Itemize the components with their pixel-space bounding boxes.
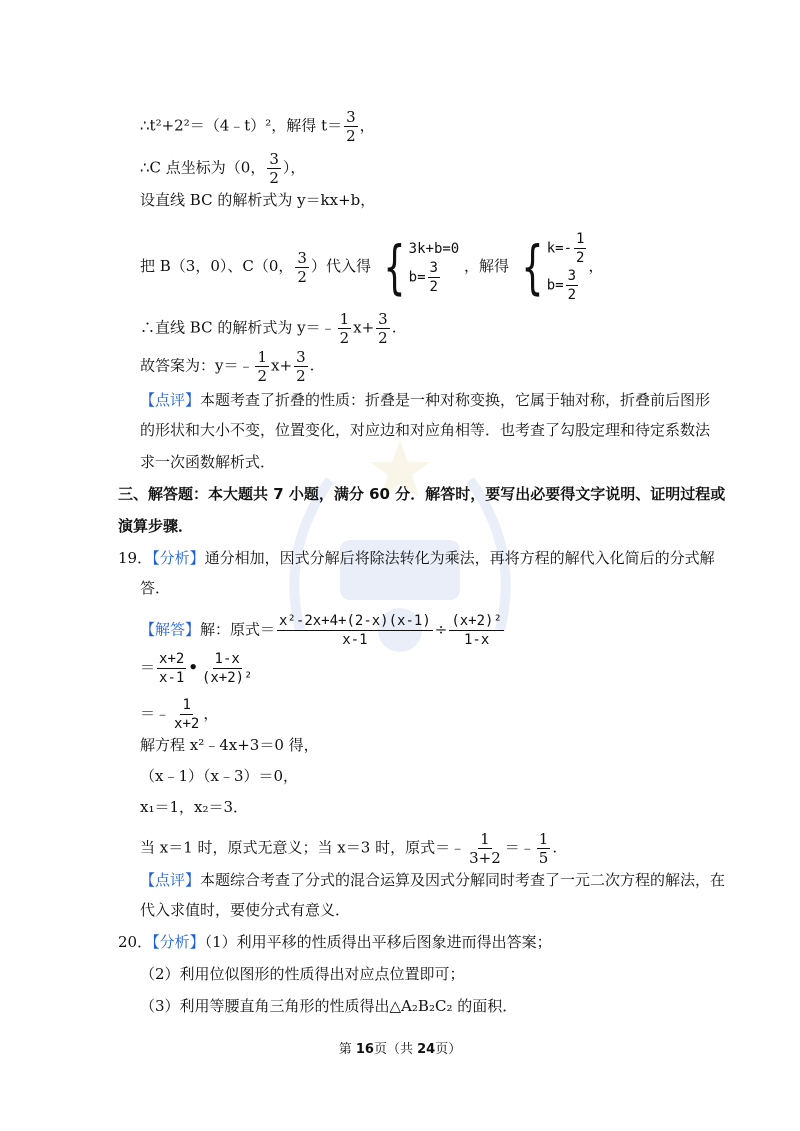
numerator: x²-2x+4+(2-x)(x-1) xyxy=(279,613,431,629)
numerator: 3 xyxy=(567,268,577,284)
denominator: 2 xyxy=(429,278,438,295)
line-14 xyxy=(140,612,506,649)
text: ， xyxy=(588,257,604,275)
numerator: 1 xyxy=(576,231,585,247)
denominator: 2 xyxy=(576,250,585,266)
equation-row xyxy=(547,267,589,304)
numerator: 1 xyxy=(257,348,268,366)
text: ， xyxy=(359,116,375,135)
fraction xyxy=(574,230,586,267)
denominator: 1-x xyxy=(463,632,490,648)
numerator: 1-x xyxy=(214,651,240,667)
line-21 xyxy=(140,870,725,890)
page-total: 24 xyxy=(417,1042,436,1057)
text: 解：原式＝ xyxy=(200,620,276,639)
fraction xyxy=(467,830,503,867)
equation-system-1 xyxy=(376,233,460,301)
text: b= xyxy=(546,277,564,294)
numerator: 1 xyxy=(339,310,350,328)
denominator: 2 xyxy=(567,287,577,303)
fraction xyxy=(449,612,504,649)
text: ∴直线 BC 的解析式为 y＝﹣ xyxy=(140,318,336,337)
line-7 xyxy=(140,390,710,410)
denominator: 3+2 xyxy=(469,849,501,867)
text: ， xyxy=(203,704,219,723)
denominator: x+2 xyxy=(174,716,200,732)
fraction xyxy=(294,348,308,385)
line-22: 代入求值时，要使分式有意义． xyxy=(140,901,351,919)
denominator: 2 xyxy=(296,367,306,385)
text: . xyxy=(391,318,397,337)
denominator: (x+2)² xyxy=(201,670,253,686)
section-heading-cont: 演算步骤． xyxy=(118,517,194,535)
text: 当 x＝1 时，原式无意义；当 x＝3 时，原式＝﹣ xyxy=(140,838,466,857)
fraction xyxy=(255,348,269,385)
page-footer xyxy=(0,1038,800,1057)
text: ÷ xyxy=(434,620,448,639)
fraction xyxy=(277,612,433,649)
line-23 xyxy=(118,932,552,952)
line-2 xyxy=(140,150,305,187)
fraction xyxy=(295,249,309,286)
equation-row: 3k+b=0 xyxy=(408,240,460,257)
fraction xyxy=(537,830,551,867)
numerator: 3 xyxy=(297,248,307,267)
text: ）， xyxy=(282,158,306,177)
text: • xyxy=(188,658,198,677)
text: 通分相加，因式分解后将除法转化为乘法，再将方程的解代入化简后的分式解 xyxy=(204,549,715,567)
numerator: 3 xyxy=(296,348,306,366)
denominator: 2 xyxy=(378,329,388,347)
line-19: x₁＝1，x₂＝3． xyxy=(140,798,249,816)
line-15 xyxy=(140,650,256,687)
question-number: 19． xyxy=(118,549,153,567)
denominator: 5 xyxy=(538,849,549,867)
analysis-tag: 【分析】 xyxy=(152,549,205,567)
text: ∴C 点坐标为（0， xyxy=(140,158,266,177)
text: 故答案为：y＝﹣ xyxy=(140,356,254,375)
section-heading: 三、解答题：本大题共 7 小题，满分 60 分．解答时，要写出必要得文字说明、证明过程或 xyxy=(118,485,726,503)
fraction xyxy=(200,650,255,687)
text: 页（共 xyxy=(373,1042,418,1057)
text: x+ xyxy=(353,318,375,337)
line-6 xyxy=(140,348,314,385)
line-24: （2）利用位似图形的性质得出对应点位置即可； xyxy=(140,965,465,983)
numerator: 3 xyxy=(346,108,356,126)
numerator: 1 xyxy=(480,830,490,848)
fraction xyxy=(376,310,390,347)
page-number: 16 xyxy=(355,1042,374,1057)
line-12 xyxy=(118,548,715,568)
line-20 xyxy=(140,830,557,867)
text: 本题综合考查了分式的混合运算及因式分解同时考查了一元二次方程的解法，在 xyxy=(200,871,726,889)
text: ＝ xyxy=(140,658,156,677)
denominator: 2 xyxy=(339,329,350,347)
numerator: 1 xyxy=(182,697,191,713)
line-13: 答． xyxy=(140,579,171,597)
line-18: （x﹣1）（x﹣3）＝0， xyxy=(140,767,299,785)
fraction xyxy=(566,267,578,304)
fraction xyxy=(172,696,201,733)
line-9: 求一次函数解析式． xyxy=(140,453,276,471)
text: ＝﹣ xyxy=(504,838,535,857)
solution-tag: 【解答】 xyxy=(140,620,201,639)
denominator: x-1 xyxy=(159,670,185,686)
numerator: 3 xyxy=(269,150,279,168)
analysis-tag: 【分析】 xyxy=(152,933,205,951)
comment-tag: 【点评】 xyxy=(140,871,201,889)
numerator: x+2 xyxy=(159,651,185,667)
line-3: 设直线 BC 的解析式为 y＝kx+b， xyxy=(140,191,376,209)
text: 本题考查了折叠的性质：折叠是一种对称变换，它属于轴对称，折叠前后图形 xyxy=(200,391,711,409)
text: b= xyxy=(408,269,426,285)
text: 页） xyxy=(435,1042,462,1057)
text: ，解得 xyxy=(464,257,510,275)
line-5 xyxy=(140,310,396,347)
equation-row xyxy=(409,259,460,296)
fraction xyxy=(428,259,440,296)
text: k=- xyxy=(546,240,573,257)
denominator: 2 xyxy=(297,267,307,286)
equation-row xyxy=(547,230,589,267)
brace-icon: { xyxy=(521,233,544,301)
line-16 xyxy=(140,696,218,733)
text: 把 B（3，0）、C（0， xyxy=(140,257,294,275)
text: x+ xyxy=(271,356,293,375)
denominator: 2 xyxy=(346,127,356,145)
equation-system-2 xyxy=(514,230,589,304)
line-1 xyxy=(140,108,375,145)
numerator: 3 xyxy=(378,310,388,328)
text: ）代入得 xyxy=(310,257,371,275)
text: （1）利用平移的性质得出平移后图象进而得出答案； xyxy=(204,933,552,951)
line-17: 解方程 x²﹣4x+3＝0 得， xyxy=(140,736,319,754)
denominator: x-1 xyxy=(342,632,368,648)
text: 第 xyxy=(338,1042,356,1057)
text: . xyxy=(552,838,558,857)
brace-icon: { xyxy=(383,233,406,301)
text: ＝﹣ xyxy=(140,704,171,723)
text: ∴t²+2²＝（4﹣t）²，解得 t＝ xyxy=(140,116,343,135)
comment-tag: 【点评】 xyxy=(140,391,201,409)
fraction xyxy=(344,108,358,145)
text: . xyxy=(309,356,315,375)
question-number: 20． xyxy=(118,933,153,951)
line-25: （3）利用等腰直角三角形的性质得出△A₂B₂C₂ 的面积． xyxy=(140,997,518,1015)
fraction xyxy=(157,650,186,687)
numerator: (x+2)² xyxy=(451,613,502,629)
line-4 xyxy=(140,230,603,304)
numerator: 1 xyxy=(538,830,549,848)
line-8: 的形状和大小不变，位置变化，对应边和对应角相等．也考查了勾股定理和待定系数法 xyxy=(140,421,711,439)
denominator: 2 xyxy=(257,367,268,385)
fraction xyxy=(267,150,281,187)
numerator: 3 xyxy=(429,259,438,276)
denominator: 2 xyxy=(269,169,279,187)
fraction xyxy=(338,310,352,347)
